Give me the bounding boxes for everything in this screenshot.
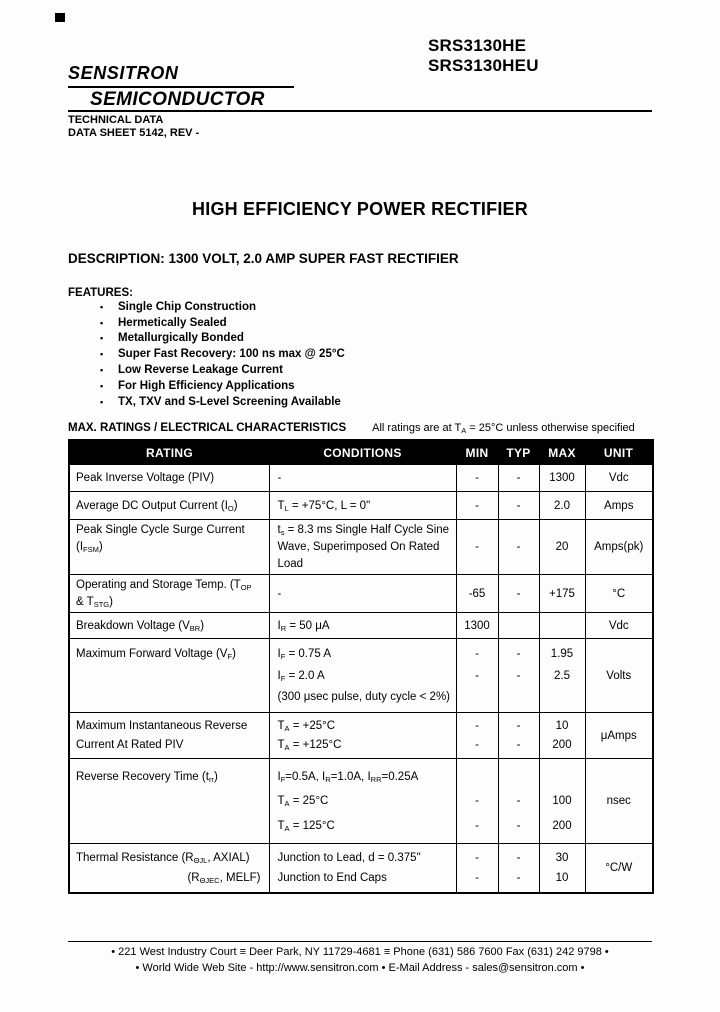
cell-rating xyxy=(69,613,269,639)
table-row xyxy=(69,639,653,713)
cell-line xyxy=(499,770,539,784)
cell-line: - xyxy=(475,541,479,553)
cell-line: Load xyxy=(277,558,304,570)
cell-typ xyxy=(498,639,539,713)
header-rule xyxy=(68,110,652,112)
cell-line xyxy=(457,770,498,784)
doc-sheet-rev: DATA SHEET 5142, REV - xyxy=(68,127,200,139)
cell-line: Peak Single Cycle Surge Current xyxy=(76,524,245,536)
bullet-icon: • xyxy=(100,380,104,391)
cell-rating xyxy=(69,713,269,759)
cell-max xyxy=(539,844,585,894)
cell-line: 100 xyxy=(552,795,572,807)
cell-line: - xyxy=(475,739,479,752)
cell-line: - xyxy=(475,872,479,885)
bullet-icon: • xyxy=(100,301,104,312)
feature-text: TX, TXV and S-Level Screening Available xyxy=(118,395,341,408)
cell-rating xyxy=(69,844,269,894)
part-numbers xyxy=(428,36,539,76)
feature-item xyxy=(100,299,345,315)
cell-rating xyxy=(69,575,269,613)
cell-conditions xyxy=(269,575,456,613)
cell-line: - xyxy=(277,587,282,600)
cell-max xyxy=(539,520,585,575)
cell-typ xyxy=(498,759,539,844)
cell-min xyxy=(456,759,498,844)
cell-line: - xyxy=(516,472,521,484)
cell-typ xyxy=(498,575,539,613)
cell-line: μAmps xyxy=(600,729,637,742)
feature-item xyxy=(100,394,345,410)
cell-conditions xyxy=(269,639,456,713)
cell-line: $T_A = +25^\circ C$ xyxy=(277,719,336,733)
part-number-2: SRS3130HEU xyxy=(428,56,539,75)
page-title: HIGH EFFICIENCY POWER RECTIFIER xyxy=(192,199,528,219)
footer xyxy=(0,944,720,976)
cell-line: 1300 xyxy=(464,619,490,632)
cell-line: 200 xyxy=(552,819,572,832)
cell-line: °C/W xyxy=(605,862,633,874)
cell-line: 2.0 xyxy=(554,499,570,512)
cell-line: Amps(pk) xyxy=(594,541,644,553)
brand-logo xyxy=(68,63,294,111)
cell-max xyxy=(539,639,585,713)
cell-line: - xyxy=(475,819,479,832)
cell-typ xyxy=(498,713,539,759)
cell-line xyxy=(540,770,585,784)
cell-line: Breakdown Voltage $(V_{BR})$ xyxy=(76,619,205,633)
cell-max xyxy=(539,613,585,639)
table-heading xyxy=(68,422,635,434)
cell-unit xyxy=(585,844,653,894)
cell-line: $T_A = +125^\circ C$ xyxy=(277,739,342,753)
features-label: FEATURES: xyxy=(68,287,133,299)
cell-line: - xyxy=(516,739,521,752)
cell-conditions xyxy=(269,759,456,844)
column-header-typ: TYP xyxy=(498,440,539,465)
cell-line: - xyxy=(516,587,521,600)
bullet-icon: • xyxy=(100,349,104,360)
table-header-row xyxy=(69,440,653,465)
cell-line: - xyxy=(516,872,521,885)
cell-line: Maximum Instantaneous Reverse xyxy=(76,719,248,732)
cell-unit xyxy=(585,713,653,759)
cell-line xyxy=(70,557,269,571)
brand-name: SENSITRON xyxy=(68,63,294,88)
footer-web-email-line: • World Wide Web Site - http://www.sensitron.com • E-Mail Address - sales@sensitron.com • xyxy=(135,962,585,974)
cell-line: - xyxy=(475,647,479,660)
table-row xyxy=(69,520,653,575)
cell-line: 30 xyxy=(555,851,569,864)
doc-type: TECHNICAL DATA xyxy=(68,114,164,126)
footer-rule xyxy=(68,941,652,942)
cell-line xyxy=(499,619,539,633)
cell-line xyxy=(499,690,539,704)
cell-line: & $T_{STG}$) xyxy=(76,596,113,609)
column-header-max: MAX xyxy=(539,440,585,465)
cell-line: Wave, Superimposed On Rated xyxy=(277,541,440,553)
cell-line: - xyxy=(475,795,479,807)
cell-line: $t_s = 8.3$ ms Single Half Cycle Sine xyxy=(277,524,450,537)
cell-line: $(I_{FSM})$ xyxy=(76,541,103,554)
scan-corner-mark xyxy=(55,13,65,22)
cell-line: - xyxy=(516,647,521,660)
feature-item xyxy=(100,378,345,394)
cell-line: 10 xyxy=(555,719,569,732)
column-header-min: MIN xyxy=(456,440,498,465)
table-row xyxy=(69,844,653,894)
cell-line: Junction to End Caps xyxy=(277,872,387,885)
ratings-table xyxy=(68,439,654,894)
feature-text: For High Efficiency Applications xyxy=(118,379,295,392)
part-number-1: SRS3130HE xyxy=(428,36,527,55)
table-heading-note: All ratings are at $T_A = 25^\circ C$ unless otherwise specified xyxy=(372,422,635,435)
cell-line: 1.95 xyxy=(550,647,574,660)
cell-line: Volts xyxy=(606,669,632,682)
cell-line: $I_F=0.5A$, $I_R=1.0A$, $I_{RR}=0.25A$ xyxy=(277,770,419,784)
cell-line: Vdc xyxy=(608,472,629,484)
cell-unit xyxy=(585,465,653,492)
feature-item xyxy=(100,315,345,331)
cell-rating xyxy=(69,759,269,844)
feature-item xyxy=(100,346,345,362)
cell-rating xyxy=(69,639,269,713)
cell-min xyxy=(456,492,498,520)
table-row xyxy=(69,613,653,639)
column-header-conditions: CONDITIONS xyxy=(269,440,456,465)
cell-line: 10 xyxy=(555,872,569,885)
cell-line: - xyxy=(475,499,479,512)
cell-line: Junction to Lead, d = 0.375" xyxy=(277,851,421,864)
cell-line xyxy=(70,819,269,833)
cell-line: $T_A = 125^\circ C$ xyxy=(277,819,335,833)
cell-line: $T_A = 25^\circ C$ xyxy=(277,795,329,808)
cell-line xyxy=(70,690,269,704)
cell-line: nsec xyxy=(606,795,631,807)
cell-min xyxy=(456,465,498,492)
cell-line: $I_F = 0.75$ A xyxy=(277,647,332,661)
cell-line: - xyxy=(516,669,521,682)
cell-line: - xyxy=(516,541,521,553)
table-heading-bold: MAX. RATINGS / ELECTRICAL CHARACTERISTICS xyxy=(68,422,347,434)
cell-line: Thermal Resistance ($R_{\Theta JL}$, AXIAL) xyxy=(76,851,250,865)
table-row xyxy=(69,492,653,520)
cell-min xyxy=(456,613,498,639)
bullet-icon: • xyxy=(100,333,104,344)
table-row xyxy=(69,575,653,613)
cell-line xyxy=(540,619,585,633)
cell-rating xyxy=(69,492,269,520)
cell-max xyxy=(539,575,585,613)
cell-line: - xyxy=(516,499,521,512)
cell-line: - xyxy=(475,719,479,732)
features-list xyxy=(100,299,345,410)
cell-conditions xyxy=(269,844,456,894)
feature-text: Low Reverse Leakage Current xyxy=(118,364,283,377)
cell-conditions xyxy=(269,492,456,520)
cell-line: 1300 xyxy=(549,472,575,484)
cell-line: $I_R = 50$ μA xyxy=(277,619,330,633)
cell-line: Reverse Recovery Time $(t_{rr})$ xyxy=(76,770,218,784)
cell-line: Maximum Forward Voltage $(V_F)$ xyxy=(76,647,236,661)
cell-min xyxy=(456,639,498,713)
cell-typ xyxy=(498,492,539,520)
feature-text: Super Fast Recovery: 100 ns max @ 25°C xyxy=(118,348,345,361)
cell-max xyxy=(539,492,585,520)
cell-line: - xyxy=(475,851,479,864)
cell-typ xyxy=(498,613,539,639)
feature-text: Hermetically Sealed xyxy=(118,316,227,329)
cell-line: Operating and Storage Temp. ($T_{OP}$ xyxy=(76,579,252,592)
cell-line: Peak Inverse Voltage (PIV) xyxy=(76,472,215,484)
cell-line: - xyxy=(475,472,479,484)
cell-max xyxy=(539,759,585,844)
table-row xyxy=(69,759,653,844)
cell-line: ($R_{\Theta JEC}$, MELF) xyxy=(187,872,261,886)
cell-line: 20 xyxy=(555,541,569,553)
cell-line: - xyxy=(516,851,521,864)
table-row xyxy=(69,465,653,492)
cell-conditions xyxy=(269,613,456,639)
cell-conditions xyxy=(269,520,456,575)
brand-subname: SEMICONDUCTOR xyxy=(90,89,265,110)
bullet-icon: • xyxy=(100,317,104,328)
bullet-icon: • xyxy=(100,365,104,376)
cell-min xyxy=(456,713,498,759)
column-header-unit: UNIT xyxy=(585,440,653,465)
cell-line: Current At Rated PIV xyxy=(76,739,184,752)
cell-max xyxy=(539,465,585,492)
cell-typ xyxy=(498,520,539,575)
cell-line: - xyxy=(516,795,521,807)
cell-line: -65 xyxy=(468,587,486,600)
feature-text: Metallurgically Bonded xyxy=(118,332,244,345)
cell-typ xyxy=(498,844,539,894)
feature-item xyxy=(100,331,345,347)
cell-line xyxy=(540,690,585,704)
cell-unit xyxy=(585,639,653,713)
feature-text: Single Chip Construction xyxy=(118,300,256,313)
cell-unit xyxy=(585,492,653,520)
cell-conditions xyxy=(269,713,456,759)
cell-line: (300 μsec pulse, duty cycle < 2%) xyxy=(277,691,450,704)
cell-rating xyxy=(69,465,269,492)
cell-line: - xyxy=(516,819,521,832)
cell-unit xyxy=(585,520,653,575)
cell-line: Amps xyxy=(604,499,634,512)
bullet-icon: • xyxy=(100,396,104,407)
cell-line xyxy=(457,690,498,704)
cell-line: - xyxy=(516,719,521,732)
cell-line xyxy=(70,669,269,683)
cell-line: °C xyxy=(612,587,626,600)
cell-min xyxy=(456,575,498,613)
column-header-rating: RATING xyxy=(69,440,269,465)
footer-address-line: • 221 West Industry Court ≡ Deer Park, NY 11729-4681 ≡ Phone (631) 586 7600 Fax (631) 242 9798 • xyxy=(111,946,609,958)
cell-unit xyxy=(585,613,653,639)
cell-line: $I_F = 2.0$ A xyxy=(277,669,325,683)
cell-conditions xyxy=(269,465,456,492)
description: DESCRIPTION: 1300 VOLT, 2.0 AMP SUPER FAST RECTIFIER xyxy=(68,251,459,266)
cell-line: 2.5 xyxy=(554,669,570,682)
doc-info xyxy=(68,114,199,140)
cell-rating xyxy=(69,520,269,575)
cell-line: +175 xyxy=(549,587,575,600)
cell-max xyxy=(539,713,585,759)
cell-line: Average DC Output Current $(I_O)$ xyxy=(76,499,238,513)
cell-line: - xyxy=(277,472,282,484)
cell-typ xyxy=(498,465,539,492)
cell-min xyxy=(456,520,498,575)
cell-min xyxy=(456,844,498,894)
cell-line xyxy=(70,794,269,808)
feature-item xyxy=(100,362,345,378)
cell-unit xyxy=(585,759,653,844)
cell-line: $T_L = +75^\circ C$, L = 0" xyxy=(277,499,371,513)
table-row xyxy=(69,713,653,759)
cell-line: Vdc xyxy=(608,619,629,632)
cell-line: - xyxy=(475,669,479,682)
cell-unit xyxy=(585,575,653,613)
cell-line: 200 xyxy=(552,739,572,752)
